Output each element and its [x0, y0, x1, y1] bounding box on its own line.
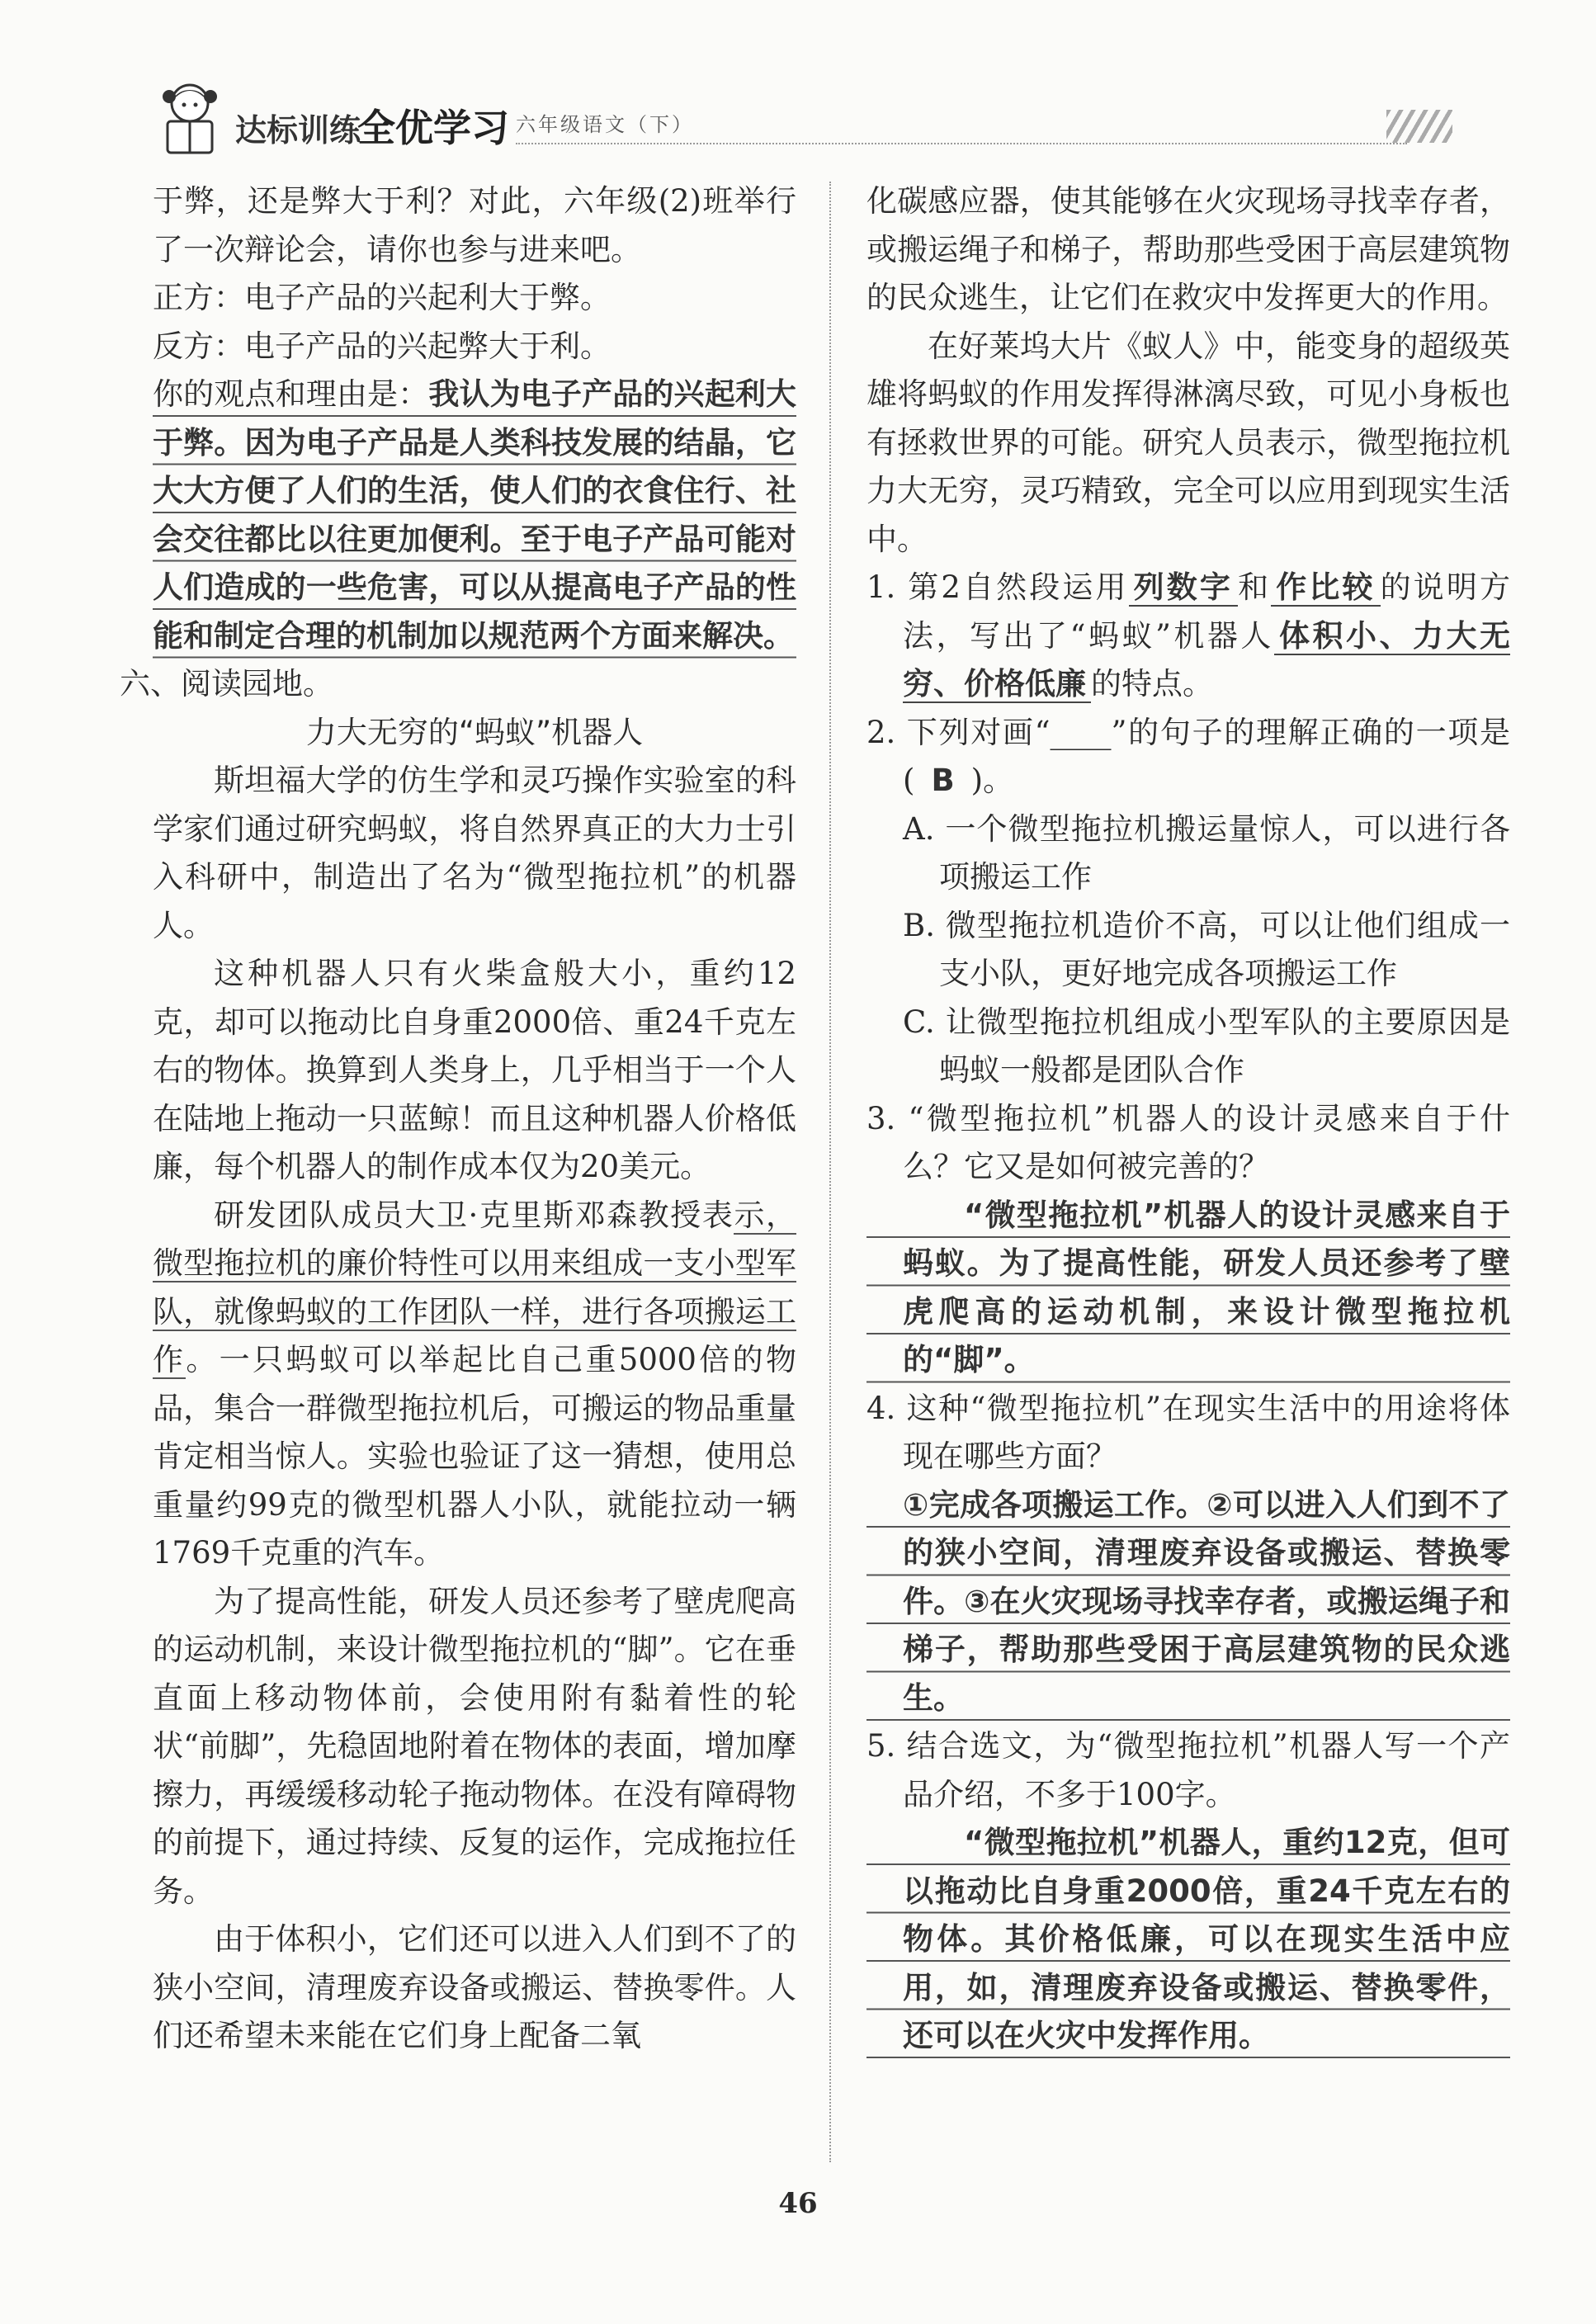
question-4: 4. 这种“微型拖拉机”在现实生活中的用途将体现在哪些方面？: [866, 1390, 1510, 1474]
debate-intro: 于弊，还是弊大于利？对此，六年级(2)班举行了一次辩论会，请你也参与进来吧。: [153, 183, 796, 267]
article-para-5: 由于体积小，它们还可以进入人们到不了的狭小空间，清理废弃设备或搬运、替换零件。人们还希望未来能在它们身上配备二氧: [153, 1921, 796, 2053]
q1-answer-2: 作比较: [1271, 569, 1380, 607]
q1-text-c: 的说明方法，写出了“蚂蚁”机器人: [903, 569, 1511, 654]
underlined-sentence: 示，微型拖拉机的廉价特性可以用来组成一支小型军队，就像蚂蚁的工作团队一样，进行各项搬运工作: [153, 1197, 797, 1377]
article-para-3: [153, 1192, 796, 1578]
book-subtitle: 六年级语文（下）: [516, 113, 694, 136]
article-para-4: 为了提高性能，研发人员还参考了壁虎爬高的运动机制，来设计微型拖拉机的“脚”。它在垂直面上移动物体前，会使用附有黏着性的轮状“前脚”，先稳固地附着在物体的表面，增加摩擦力，再缓缓移动轮子拖动物体。在没有障碍物的前提下，通过持续、反复的运作，完成拖拉任务。: [153, 1583, 796, 1909]
article-para-6: 在好莱坞大片《蚁人》中，能变身的超级英雄将蚂蚁的作用发挥得淋漓尽致，可见小身板也有拯救世界的可能。研究人员表示，微型拖拉机力大无穷，灵巧精致，完全可以应用到现实生活中。: [866, 328, 1510, 557]
reading-girl-mascot-icon: [153, 78, 227, 157]
q2-answer: B: [931, 763, 955, 798]
para3-lead: 研发团队成员大卫·克里斯邓森教授表: [214, 1197, 734, 1233]
question-5: 5. 结合选文，为“微型拖拉机”机器人写一个产品介绍，不多于100字。: [866, 1728, 1510, 1812]
question-2: [866, 709, 1510, 805]
brand-name-left: 达标训练: [235, 112, 361, 149]
q5-answer: “微型拖拉机”机器人，重约12克，但可以拖动比自身重2000倍，重24千克左右的物体。其价格低廉，可以在现实生活中应用，如，清理废弃设备或搬运、替换零件，还可以在火灾中发挥作用。: [866, 1819, 1510, 2061]
opinion-answer-block: [153, 371, 796, 660]
left-column: [120, 177, 797, 2061]
right-column: [866, 177, 1510, 2061]
column-divider: [829, 182, 831, 2162]
q1-answer-3: 体积小、力大无穷、价格低廉: [903, 617, 1510, 701]
option-a: A. 一个微型拖拉机搬运量惊人，可以进行各项搬运工作: [903, 810, 1510, 895]
brand-name-right: 全优学习: [357, 106, 509, 150]
header-hatch-decoration: [1386, 110, 1452, 143]
q1-answer-1: 列数字: [1129, 569, 1238, 607]
opinion-answer: 我认为电子产品的兴起利大于弊。因为电子产品是人类科技发展的结晶，它大大方便了人们的生活，使人们的衣食住行、社会交往都比以往更加便利。至于电子产品可能对人们造成的一些危害，可以从提高电子产品的性能和制定合理的机制加以规范两个方面来解决。: [153, 376, 797, 654]
pro-side: 正方：电子产品的兴起利大于弊。: [153, 280, 611, 315]
article-title: 力大无穷的“蚂蚁”机器人: [305, 714, 644, 750]
page-number: 46: [778, 2187, 818, 2220]
q2-text: 2. 下列对画“____”的句子的理解正确的一项是(: [866, 714, 1510, 798]
option-c: C. 让微型拖拉机组成小型军队的主要原因是蚂蚁一般都是团队合作: [903, 1004, 1510, 1088]
opinion-prompt: 你的观点和理由是：: [153, 376, 429, 412]
q1-text-b: 和: [1238, 569, 1272, 605]
con-side: 反方：电子产品的兴起弊大于利。: [153, 328, 611, 364]
q4-answer: ①完成各项搬运工作。②可以进入人们到不了的狭小空间，清理废弃设备或搬运、替换零件。③在火灾现场寻找幸存者，或搬运绳子和梯子，帮助那些受困于高层建筑物的民众逃生。: [866, 1481, 1510, 1723]
q1-text-d: 的特点。: [1091, 666, 1213, 701]
article-para-2: 这种机器人只有火柴盒般大小，重约12克，却可以拖动比自身重2000倍、重24千克左右的物体。换算到人类身上，几乎相当于一个人在陆地上拖动一只蓝鲸！而且这种机器人价格低廉，每个机器人的制作成本仅为20美元。: [153, 956, 796, 1184]
header-rule: [516, 143, 1407, 144]
article-para-5-cont: 化碳感应器，使其能够在火灾现场寻找幸存者，或搬运绳子和梯子，帮助那些受困于高层建筑物的民众逃生，让它们在救灾中发挥更大的作用。: [866, 183, 1510, 315]
para3-rest: 。一只蚂蚁可以举起比自己重5000倍的物品，集合一群微型拖拉机后，可搬运的物品重量肯定相当惊人。实验也验证了这一猜想，使用总重量约99克的微型机器人小队，就能拉动一辆1769千克重的汽车。: [153, 1342, 796, 1571]
q2-text-end: )。: [970, 763, 1014, 798]
q3-answer: “微型拖拉机”机器人的设计灵感来自于蚂蚁。为了提高性能，研发人员还参考了壁虎爬高的运动机制，来设计微型拖拉机的“脚”。: [866, 1192, 1510, 1385]
page-header: [153, 78, 1465, 161]
q1-text-a: 1. 第2自然段运用: [866, 569, 1129, 605]
article-para-1: 斯坦福大学的仿生学和灵巧操作实验室的科学家们通过研究蚂蚁，将自然界真正的大力士引入科研中，制造出了名为“微型拖拉机”的机器人。: [153, 763, 796, 943]
section-heading: 六、阅读园地。: [120, 666, 333, 701]
option-b: B. 微型拖拉机造价不高，可以让他们组成一支小队，更好地完成各项搬运工作: [903, 907, 1510, 991]
question-3: 3. “微型拖拉机”机器人的设计灵感来自于什么？它又是如何被完善的？: [866, 1100, 1510, 1184]
question-1: [866, 564, 1510, 709]
